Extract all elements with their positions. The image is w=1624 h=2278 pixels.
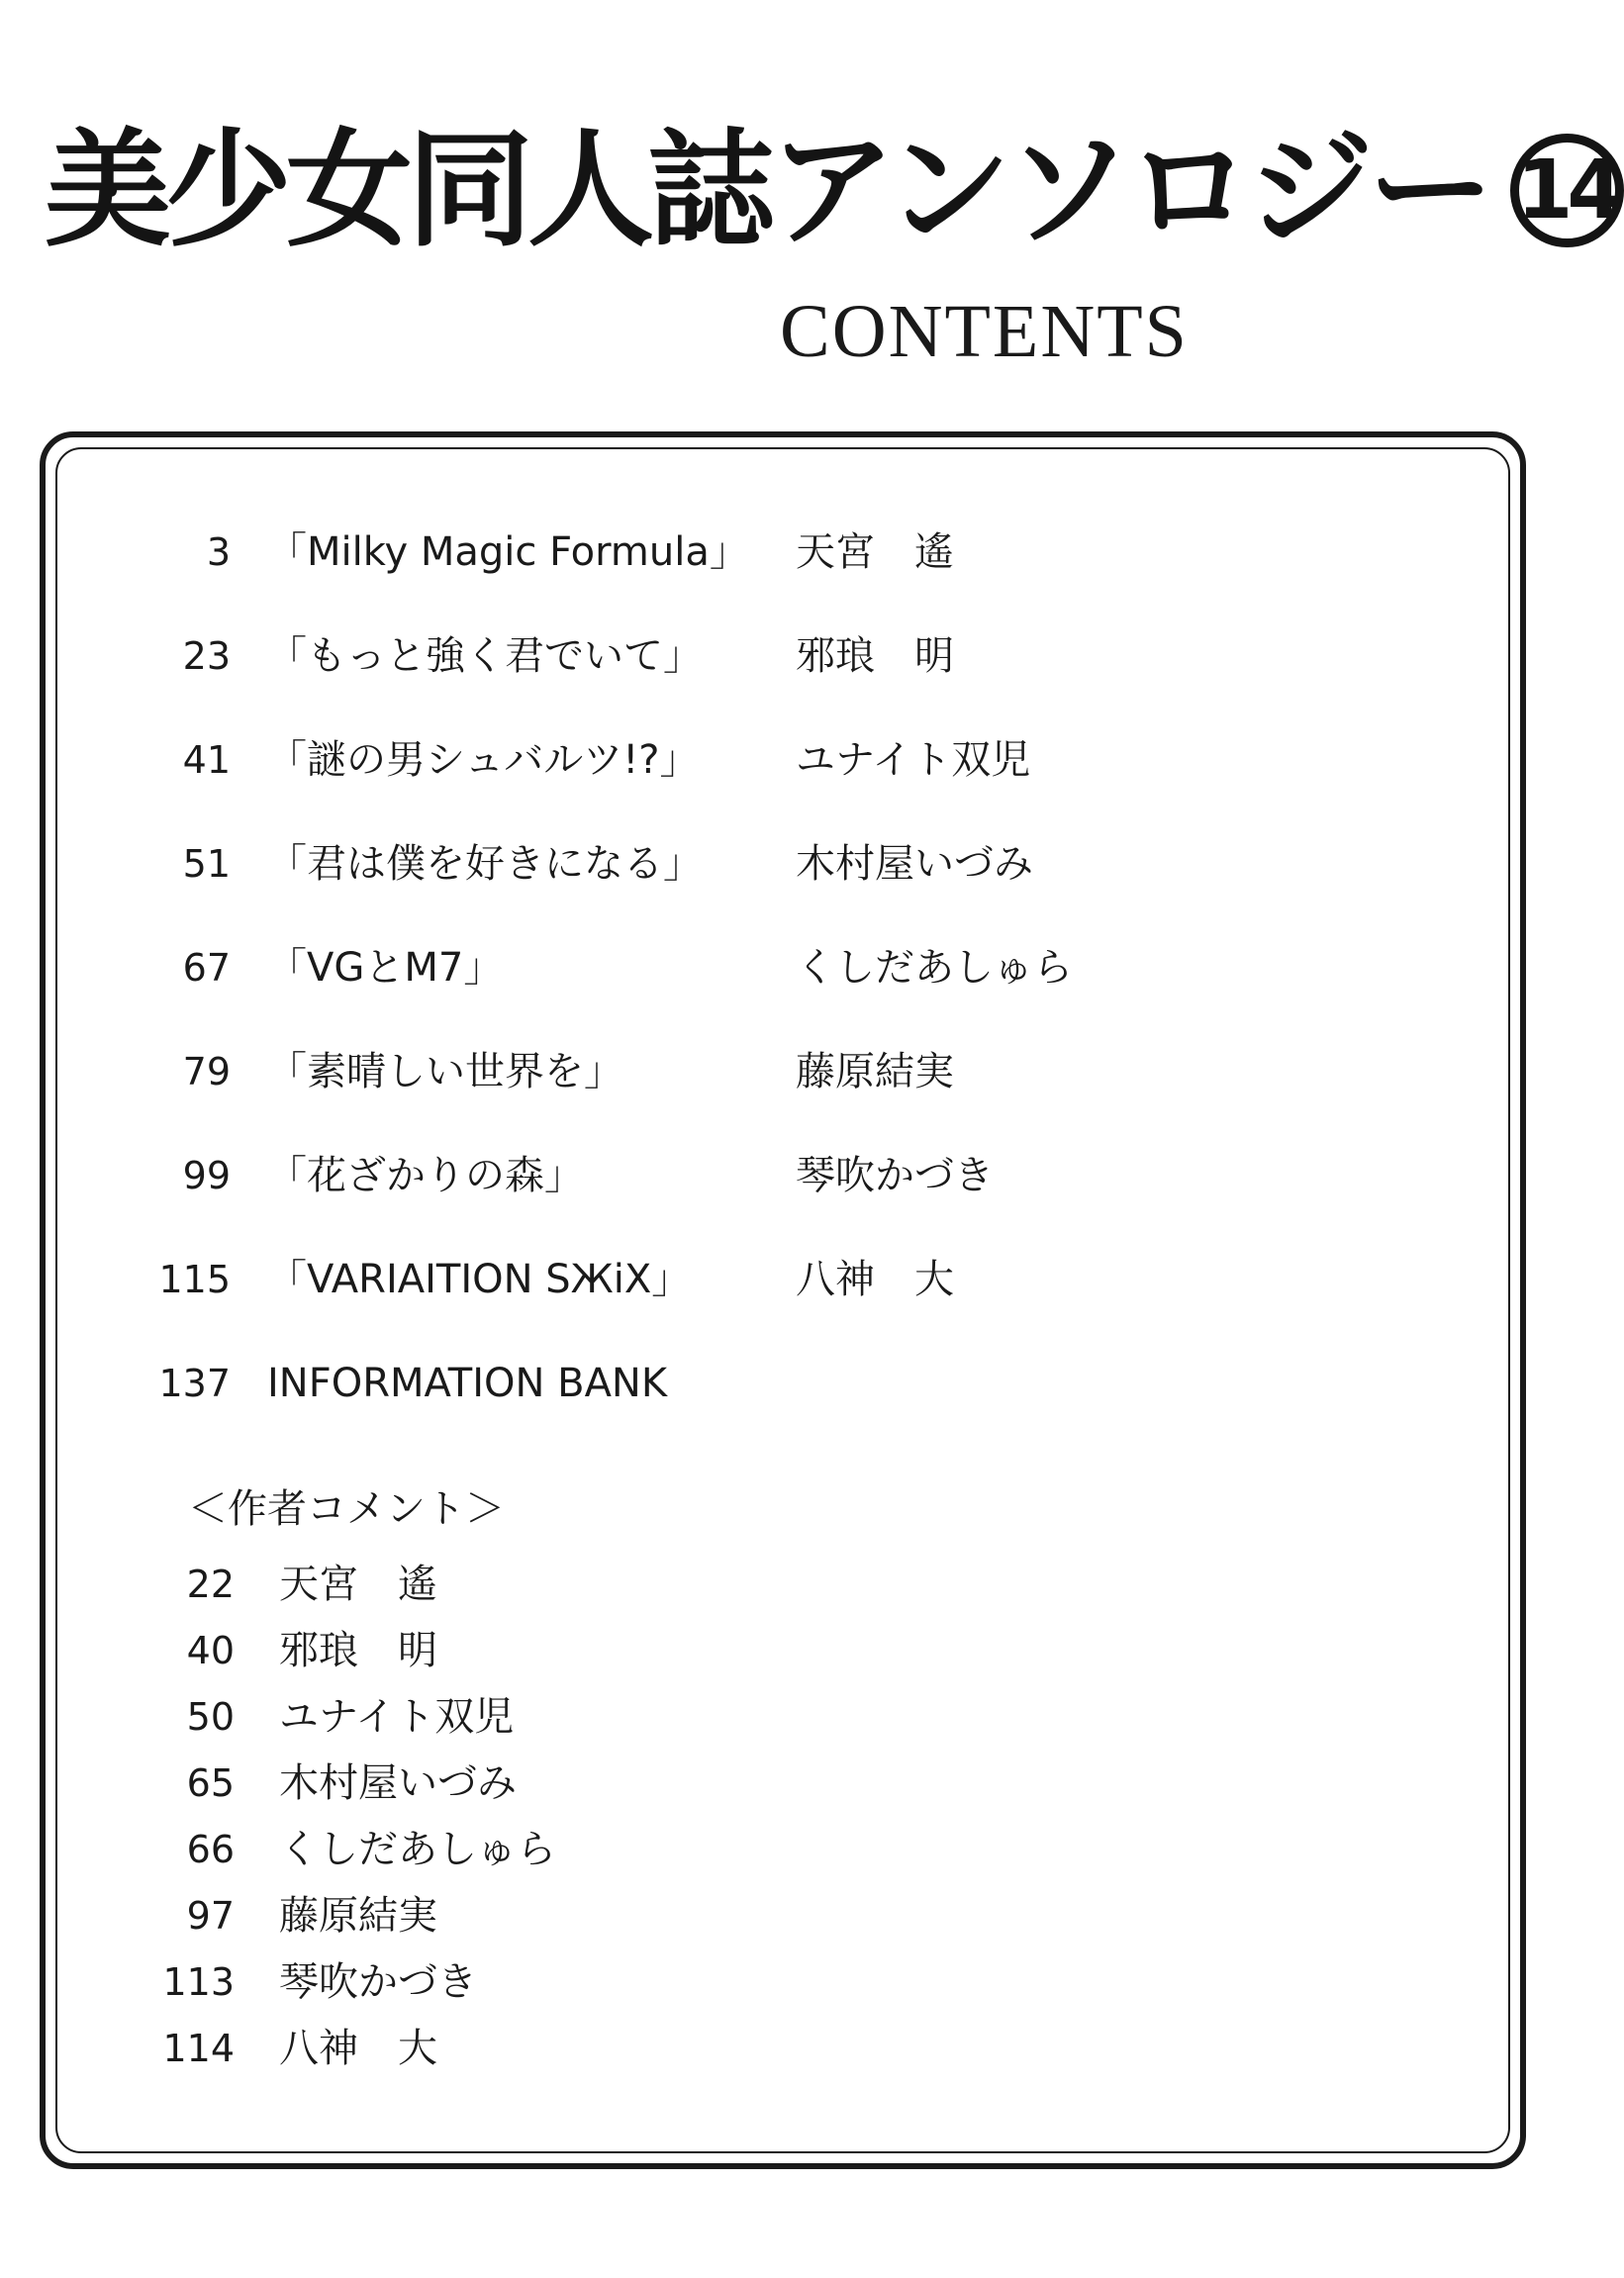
toc-entry[interactable] [0,730,1580,790]
comment-author: 琴吹かづき [279,1959,477,2005]
toc-page-number: 99 [182,1154,231,1197]
comment-page-number: 66 [186,1828,235,1871]
toc-story-title: 「素晴しい世界を」 [267,1049,623,1094]
comment-entry[interactable] [0,2021,1580,2076]
book-title-block [45,104,1618,277]
toc-entry[interactable] [0,1042,1580,1101]
comment-entry[interactable] [0,1822,1580,1877]
volume-number-badge: 14 [1510,134,1624,247]
toc-author: 琴吹かづき [796,1153,994,1198]
comment-page-number: 22 [186,1563,235,1606]
comment-entry[interactable] [0,1623,1580,1678]
toc-entry[interactable] [0,1354,1580,1413]
toc-page-number: 79 [182,1050,231,1093]
toc-story-title: 「VGとM7」 [267,945,504,991]
comment-page-number: 40 [186,1629,235,1672]
toc-author: 木村屋いづみ [796,841,1033,887]
comment-entry[interactable] [0,1756,1580,1811]
toc-author: くしだあしゅら [796,945,1073,991]
comment-author: 藤原結実 [279,1893,437,1939]
comment-author: 邪琅 明 [279,1628,437,1673]
toc-page-number: 23 [182,634,231,678]
toc-story-title: 「もっと強く君でいて」 [267,633,703,679]
toc-entry[interactable] [0,834,1580,894]
comment-author: ユナイト双児 [279,1694,515,1740]
toc-page-number: 41 [182,738,231,782]
contents-heading [0,289,1580,375]
toc-entry[interactable] [0,1146,1580,1205]
toc-entry[interactable] [0,938,1580,997]
toc-page-number: 137 [158,1362,231,1405]
comment-page-number: 65 [186,1761,235,1805]
toc-story-title: 「花ざかりの森」 [267,1153,584,1198]
toc-author: 邪琅 明 [796,633,954,679]
comment-page-number: 113 [162,1960,235,2004]
toc-author: 天宮 遙 [796,529,954,575]
toc-author: 藤原結実 [796,1049,954,1094]
toc-page-number: 51 [182,842,231,886]
comment-entry[interactable] [0,1689,1580,1745]
toc-entry[interactable] [0,626,1580,686]
book-title: 美少女同人誌アンソロジー [45,116,1488,264]
comment-entry[interactable] [0,1557,1580,1612]
comment-author: 八神 大 [279,2026,437,2071]
toc-entry[interactable] [0,522,1580,582]
toc-author: ユナイト双児 [796,737,1031,783]
comment-author: 木村屋いづみ [279,1760,517,1806]
toc-story-title: INFORMATION BANK [267,1361,668,1406]
comment-page-number: 97 [186,1894,235,1938]
comment-entry[interactable] [0,1954,1580,2010]
author-comments-heading: ＜作者コメント＞ [188,1486,505,1532]
comment-author: 天宮 遙 [279,1562,437,1607]
toc-story-title: 「VARIAITION SЖiX」 [267,1257,692,1302]
comment-entry[interactable] [0,1888,1580,1944]
comment-page-number: 50 [186,1695,235,1739]
comment-page-number: 114 [162,2027,235,2070]
toc-entry[interactable] [0,1250,1580,1309]
toc-page-number: 115 [158,1258,231,1301]
toc-story-title: 「Milky Magic Formula」 [267,529,749,575]
contents-heading-text: CONTENTS [780,290,1189,373]
toc-story-title: 「君は僕を好きになる」 [267,841,703,887]
comment-author: くしだあしゅら [279,1827,556,1872]
toc-page-number: 3 [206,530,231,574]
toc-author: 八神 大 [796,1257,954,1302]
toc-page-number: 67 [182,946,231,990]
toc-story-title: 「謎の男シュバルツ!?」 [267,737,700,783]
